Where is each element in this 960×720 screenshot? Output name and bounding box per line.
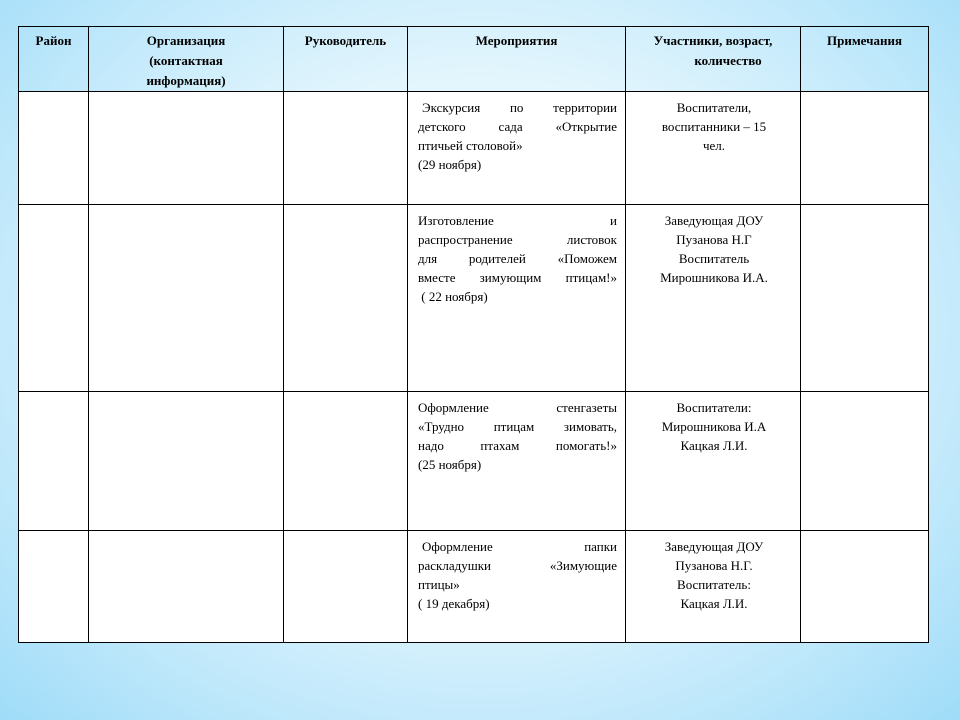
- cell-head: [284, 392, 408, 531]
- cell-notes: [801, 92, 929, 205]
- cell-notes: [801, 392, 929, 531]
- header-notes: Примечания: [801, 27, 929, 92]
- header-district: Район: [19, 27, 89, 92]
- cell-district: [19, 531, 89, 643]
- cell-event: Изготовление и распространение листовок для родителей «Поможем вместе зимующим птицам!» ( 22 ноября): [408, 205, 626, 392]
- cell-participants: Заведующая ДОУ Пузанова Н.Г Воспитатель Мирошникова И.А.: [626, 205, 801, 392]
- header-events: Мероприятия: [408, 27, 626, 92]
- cell-notes: [801, 531, 929, 643]
- cell-event: Оформление папки раскладушки «Зимующие птицы» ( 19 декабря): [408, 531, 626, 643]
- header-head: Руководитель: [284, 27, 408, 92]
- cell-organization: [89, 92, 284, 205]
- table-row: [19, 531, 929, 643]
- table-row: [19, 392, 929, 531]
- header-row: [19, 27, 929, 92]
- cell-organization: [89, 531, 284, 643]
- cell-district: [19, 205, 89, 392]
- cell-notes: [801, 205, 929, 392]
- cell-event: Экскурсия по территории детского сада «Открытие птичьей столовой» (29 ноября): [408, 92, 626, 205]
- events-plan-table: [18, 26, 929, 643]
- cell-participants: Воспитатели: Мирошникова И.А Кацкая Л.И.: [626, 392, 801, 531]
- table-row: [19, 205, 929, 392]
- header-participants: Участники, возраст, количество: [626, 27, 801, 92]
- cell-district: [19, 92, 89, 205]
- cell-participants: Воспитатели, воспитанники – 15 чел.: [626, 92, 801, 205]
- table-row: [19, 92, 929, 205]
- header-organization: Организация (контактная информация): [89, 27, 284, 92]
- cell-district: [19, 392, 89, 531]
- cell-head: [284, 531, 408, 643]
- cell-head: [284, 205, 408, 392]
- cell-participants: Заведующая ДОУ Пузанова Н.Г. Воспитатель: Кацкая Л.И.: [626, 531, 801, 643]
- cell-event: Оформление стенгазеты «Трудно птицам зимовать, надо птахам помогать!» (25 ноября): [408, 392, 626, 531]
- cell-organization: [89, 392, 284, 531]
- cell-head: [284, 92, 408, 205]
- cell-organization: [89, 205, 284, 392]
